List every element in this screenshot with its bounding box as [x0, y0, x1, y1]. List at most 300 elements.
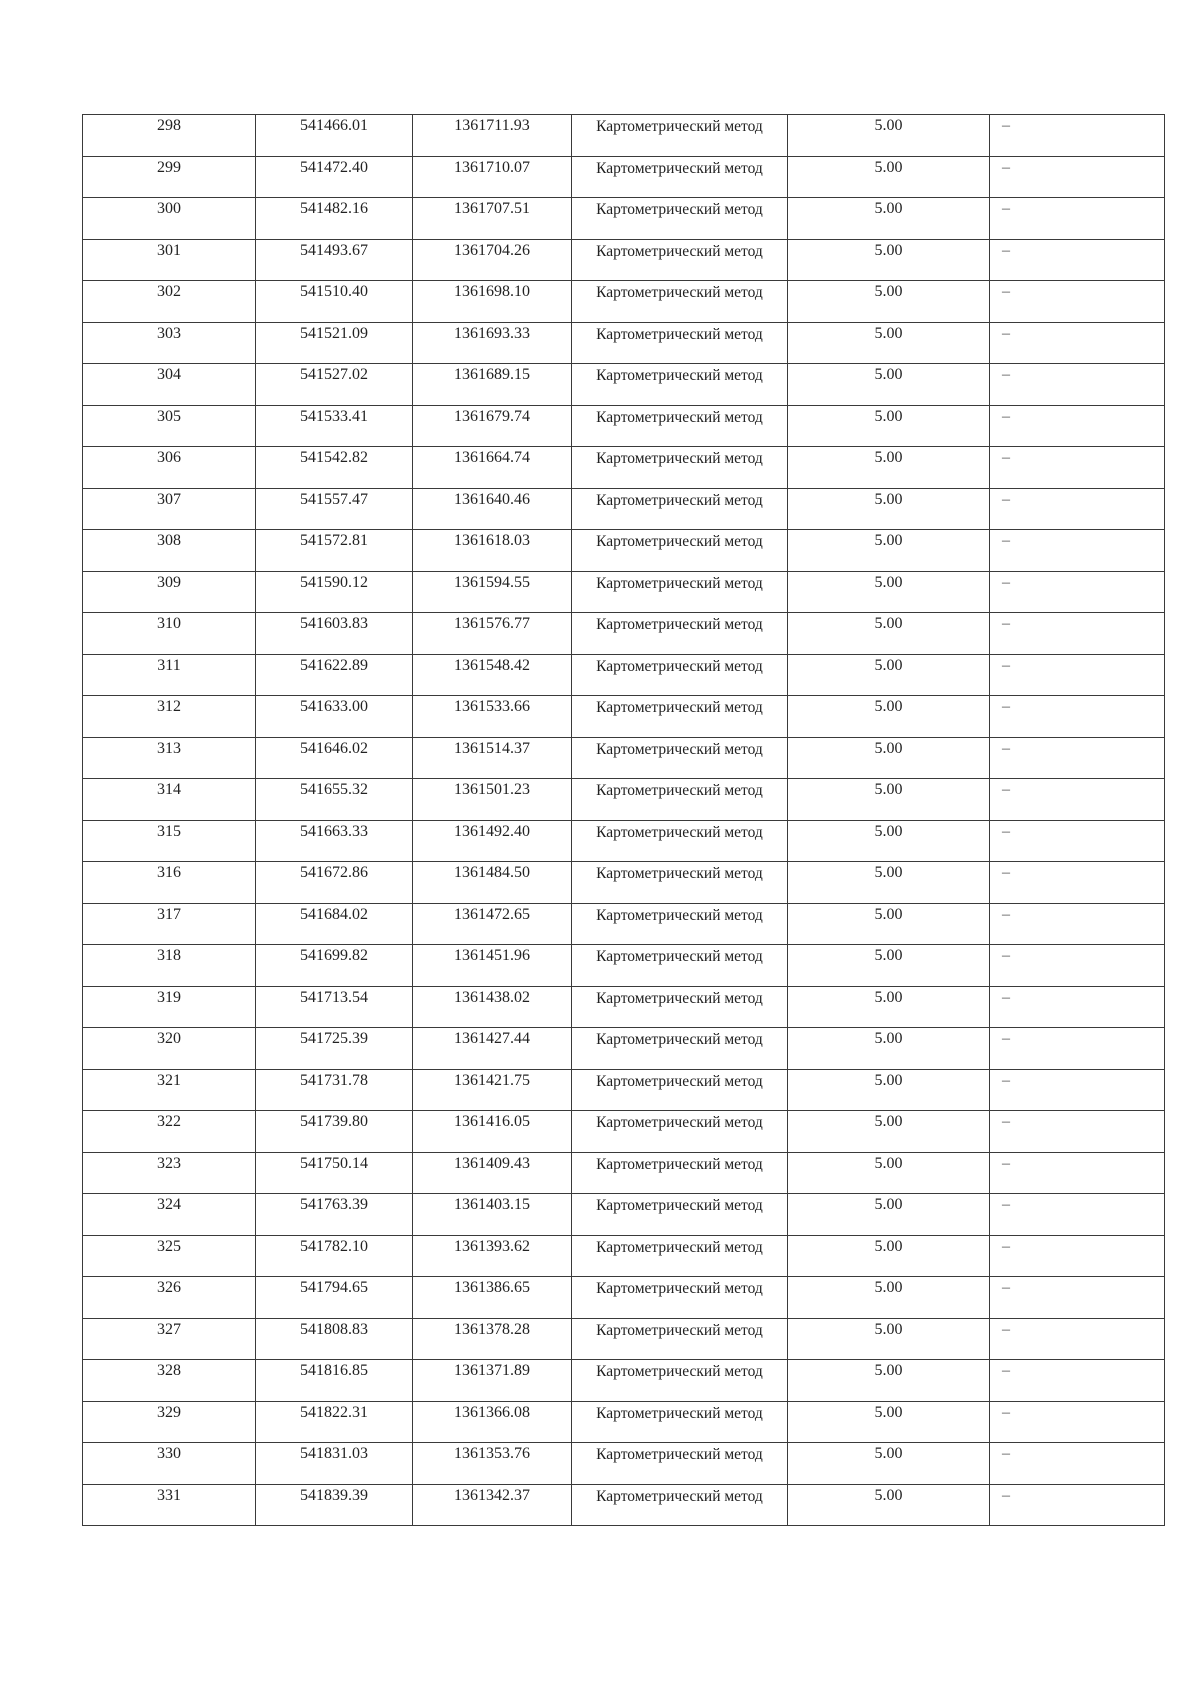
note-cell-text: –	[1002, 947, 1010, 964]
note-cell	[990, 364, 1165, 406]
method-cell	[572, 820, 788, 862]
method-cell	[572, 779, 788, 821]
point-number-cell	[83, 488, 256, 530]
note-cell	[990, 613, 1165, 655]
method-cell	[572, 1111, 788, 1153]
x-coordinate-cell-text: 541672.86	[300, 864, 368, 881]
table-row	[83, 322, 1165, 364]
accuracy-cell	[788, 1152, 990, 1194]
x-coordinate-cell-text: 541699.82	[300, 947, 368, 964]
y-coordinate-cell-text: 1361640.46	[454, 490, 530, 508]
x-coordinate-cell-text: 541493.67	[300, 241, 368, 259]
point-number-cell	[83, 613, 256, 655]
accuracy-cell-text: 5.00	[874, 947, 903, 964]
method-cell	[572, 654, 788, 696]
y-coordinate-cell	[413, 1484, 572, 1526]
method-cell-text: Картометрический метод	[596, 1155, 763, 1173]
accuracy-cell	[788, 281, 990, 323]
coordinates-table-body	[83, 115, 1165, 1526]
x-coordinate-cell	[256, 945, 413, 987]
table-row	[83, 1152, 1165, 1194]
point-number-cell	[83, 1318, 256, 1360]
x-coordinate-cell-text: 541782.10	[300, 1237, 368, 1255]
method-cell	[572, 1235, 788, 1277]
method-cell-text: Картометрический метод	[596, 1114, 763, 1131]
y-coordinate-cell-text: 1361710.07	[454, 158, 530, 176]
x-coordinate-cell-text: 541731.78	[300, 1071, 368, 1089]
method-cell-text: Картометрический метод	[596, 574, 763, 592]
method-cell-text: Картометрический метод	[596, 242, 763, 260]
table-row	[83, 1443, 1165, 1485]
x-coordinate-cell	[256, 654, 413, 696]
note-cell-text: –	[1002, 117, 1010, 134]
method-cell-text: Картометрический метод	[596, 450, 763, 467]
x-coordinate-cell-text: 541684.02	[300, 905, 368, 923]
y-coordinate-cell	[413, 447, 572, 489]
x-coordinate-cell-text: 541816.85	[300, 1362, 368, 1379]
y-coordinate-cell-text: 1361416.05	[454, 1113, 530, 1130]
accuracy-cell	[788, 820, 990, 862]
accuracy-cell-text: 5.00	[874, 490, 903, 508]
note-cell-text: –	[1002, 1362, 1010, 1379]
accuracy-cell-text: 5.00	[874, 739, 903, 757]
point-number-cell	[83, 1277, 256, 1319]
note-cell-text: –	[1002, 1154, 1010, 1172]
y-coordinate-cell	[413, 322, 572, 364]
table-row	[83, 862, 1165, 904]
point-number-cell	[83, 1152, 256, 1194]
accuracy-cell-text: 5.00	[874, 781, 903, 798]
y-coordinate-cell	[413, 1152, 572, 1194]
point-number-cell	[83, 1401, 256, 1443]
point-number-cell	[83, 654, 256, 696]
y-coordinate-cell-text: 1361704.26	[454, 241, 530, 259]
x-coordinate-cell-text: 541739.80	[300, 1113, 368, 1130]
note-cell-text: –	[1002, 615, 1010, 632]
y-coordinate-cell-text: 1361689.15	[454, 366, 530, 383]
point-number-cell-text: 309	[157, 573, 181, 591]
point-number-cell-text: 327	[157, 1320, 181, 1338]
note-cell	[990, 198, 1165, 240]
method-cell-text: Картометрический метод	[596, 657, 763, 675]
accuracy-cell-text: 5.00	[874, 117, 903, 134]
point-number-cell	[83, 945, 256, 987]
point-number-cell	[83, 779, 256, 821]
method-cell	[572, 488, 788, 530]
method-cell-text: Картометрический метод	[596, 1363, 763, 1380]
point-number-cell	[83, 1360, 256, 1402]
note-cell	[990, 1111, 1165, 1153]
method-cell-text: Картометрический метод	[596, 1487, 763, 1505]
point-number-cell-text: 305	[157, 407, 181, 425]
x-coordinate-cell-text: 541472.40	[300, 158, 368, 176]
note-cell	[990, 405, 1165, 447]
table-row	[83, 156, 1165, 198]
point-number-cell-text: 301	[157, 241, 181, 259]
point-number-cell-text: 304	[157, 366, 181, 383]
note-cell	[990, 1401, 1165, 1443]
note-cell	[990, 1277, 1165, 1319]
method-cell	[572, 322, 788, 364]
accuracy-cell	[788, 903, 990, 945]
method-cell-text: Картометрический метод	[596, 1446, 763, 1463]
accuracy-cell-text: 5.00	[874, 1486, 903, 1504]
y-coordinate-cell-text: 1361366.08	[454, 1403, 530, 1421]
note-cell-text: –	[1002, 1237, 1010, 1255]
point-number-cell	[83, 156, 256, 198]
x-coordinate-cell-text: 541622.89	[300, 656, 368, 674]
point-number-cell	[83, 1443, 256, 1485]
y-coordinate-cell	[413, 779, 572, 821]
table-row	[83, 903, 1165, 945]
y-coordinate-cell	[413, 156, 572, 198]
x-coordinate-cell	[256, 1194, 413, 1236]
table-row	[83, 1401, 1165, 1443]
method-cell	[572, 1484, 788, 1526]
accuracy-cell-text: 5.00	[874, 1237, 903, 1255]
y-coordinate-cell	[413, 239, 572, 281]
accuracy-cell-text: 5.00	[874, 200, 903, 217]
table-row	[83, 737, 1165, 779]
point-number-cell	[83, 198, 256, 240]
y-coordinate-cell-text: 1361548.42	[454, 656, 530, 674]
y-coordinate-cell-text: 1361378.28	[454, 1320, 530, 1338]
x-coordinate-cell	[256, 903, 413, 945]
x-coordinate-cell-text: 541557.47	[300, 490, 368, 508]
method-cell-text: Картометрический метод	[596, 201, 763, 218]
accuracy-cell-text: 5.00	[874, 1113, 903, 1130]
accuracy-cell	[788, 488, 990, 530]
point-number-cell	[83, 281, 256, 323]
method-cell-text: Картометрический метод	[596, 740, 763, 758]
point-number-cell	[83, 364, 256, 406]
point-number-cell-text: 303	[157, 324, 181, 342]
x-coordinate-cell	[256, 1484, 413, 1526]
y-coordinate-cell	[413, 530, 572, 572]
point-number-cell-text: 330	[157, 1445, 181, 1462]
x-coordinate-cell-text: 541572.81	[300, 532, 368, 549]
method-cell	[572, 364, 788, 406]
accuracy-cell-text: 5.00	[874, 656, 903, 674]
point-number-cell	[83, 571, 256, 613]
y-coordinate-cell-text: 1361451.96	[454, 947, 530, 964]
accuracy-cell-text: 5.00	[874, 324, 903, 342]
method-cell-text: Картометрический метод	[596, 1031, 763, 1048]
note-cell-text: –	[1002, 449, 1010, 466]
accuracy-cell-text: 5.00	[874, 615, 903, 632]
note-cell	[990, 654, 1165, 696]
method-cell-text: Картометрический метод	[596, 159, 763, 177]
y-coordinate-cell-text: 1361386.65	[454, 1279, 530, 1296]
note-cell	[990, 1443, 1165, 1485]
method-cell	[572, 1401, 788, 1443]
table-row	[83, 571, 1165, 613]
note-cell-text: –	[1002, 988, 1010, 1006]
method-cell-text: Картометрический метод	[596, 533, 763, 550]
accuracy-cell	[788, 115, 990, 157]
point-number-cell-text: 312	[157, 698, 181, 715]
table-row	[83, 530, 1165, 572]
point-number-cell-text: 324	[157, 1196, 181, 1213]
method-cell	[572, 239, 788, 281]
method-cell-text: Картометрический метод	[596, 1072, 763, 1090]
point-number-cell-text: 314	[157, 781, 181, 798]
x-coordinate-cell	[256, 1401, 413, 1443]
table-row	[83, 1069, 1165, 1111]
point-number-cell	[83, 1028, 256, 1070]
accuracy-cell	[788, 1484, 990, 1526]
x-coordinate-cell	[256, 1318, 413, 1360]
point-number-cell-text: 323	[157, 1154, 181, 1172]
accuracy-cell	[788, 322, 990, 364]
y-coordinate-cell-text: 1361618.03	[454, 532, 530, 549]
note-cell-text: –	[1002, 1403, 1010, 1421]
accuracy-cell	[788, 696, 990, 738]
y-coordinate-cell-text: 1361438.02	[454, 988, 530, 1006]
y-coordinate-cell	[413, 281, 572, 323]
note-cell-text: –	[1002, 573, 1010, 591]
table-row	[83, 779, 1165, 821]
point-number-cell-text: 310	[157, 615, 181, 632]
accuracy-cell	[788, 862, 990, 904]
method-cell	[572, 1318, 788, 1360]
accuracy-cell	[788, 1235, 990, 1277]
accuracy-cell	[788, 613, 990, 655]
x-coordinate-cell	[256, 1152, 413, 1194]
x-coordinate-cell-text: 541633.00	[300, 698, 368, 715]
x-coordinate-cell	[256, 530, 413, 572]
point-number-cell	[83, 115, 256, 157]
note-cell-text: –	[1002, 407, 1010, 425]
x-coordinate-cell	[256, 198, 413, 240]
method-cell	[572, 986, 788, 1028]
method-cell-text: Картометрический метод	[596, 699, 763, 716]
y-coordinate-cell	[413, 1443, 572, 1485]
y-coordinate-cell	[413, 903, 572, 945]
accuracy-cell	[788, 530, 990, 572]
note-cell	[990, 986, 1165, 1028]
x-coordinate-cell	[256, 1028, 413, 1070]
method-cell	[572, 530, 788, 572]
accuracy-cell-text: 5.00	[874, 532, 903, 549]
point-number-cell-text: 311	[157, 656, 181, 674]
accuracy-cell	[788, 156, 990, 198]
x-coordinate-cell	[256, 1443, 413, 1485]
note-cell-text: –	[1002, 200, 1010, 217]
accuracy-cell	[788, 779, 990, 821]
accuracy-cell-text: 5.00	[874, 1362, 903, 1379]
x-coordinate-cell	[256, 1111, 413, 1153]
method-cell-text: Картометрический метод	[596, 1280, 763, 1297]
note-cell	[990, 779, 1165, 821]
method-cell-text: Картометрический метод	[596, 325, 763, 343]
point-number-cell	[83, 447, 256, 489]
method-cell	[572, 737, 788, 779]
accuracy-cell	[788, 1401, 990, 1443]
method-cell	[572, 405, 788, 447]
note-cell	[990, 115, 1165, 157]
table-row	[83, 488, 1165, 530]
x-coordinate-cell	[256, 1235, 413, 1277]
note-cell-text: –	[1002, 1279, 1010, 1296]
method-cell-text: Картометрический метод	[596, 865, 763, 882]
x-coordinate-cell-text: 541590.12	[300, 573, 368, 591]
accuracy-cell-text: 5.00	[874, 864, 903, 881]
note-cell-text: –	[1002, 158, 1010, 176]
note-cell	[990, 1028, 1165, 1070]
note-cell	[990, 820, 1165, 862]
accuracy-cell	[788, 1111, 990, 1153]
x-coordinate-cell	[256, 613, 413, 655]
point-number-cell-text: 313	[157, 739, 181, 757]
x-coordinate-cell	[256, 779, 413, 821]
point-number-cell	[83, 1484, 256, 1526]
note-cell	[990, 322, 1165, 364]
method-cell	[572, 1277, 788, 1319]
y-coordinate-cell-text: 1361353.76	[454, 1445, 530, 1462]
note-cell-text: –	[1002, 739, 1010, 757]
method-cell-text: Картометрический метод	[596, 367, 763, 384]
note-cell-text: –	[1002, 781, 1010, 798]
y-coordinate-cell	[413, 405, 572, 447]
accuracy-cell-text: 5.00	[874, 1403, 903, 1421]
table-row	[83, 1194, 1165, 1236]
y-coordinate-cell-text: 1361664.74	[454, 449, 530, 466]
point-number-cell-text: 302	[157, 283, 181, 300]
point-number-cell	[83, 1111, 256, 1153]
method-cell	[572, 1360, 788, 1402]
table-row	[83, 198, 1165, 240]
table-row	[83, 364, 1165, 406]
y-coordinate-cell-text: 1361501.23	[454, 781, 530, 798]
point-number-cell-text: 298	[157, 117, 181, 134]
method-cell-text: Картометрический метод	[596, 989, 763, 1007]
accuracy-cell-text: 5.00	[874, 283, 903, 300]
table-row	[83, 1484, 1165, 1526]
method-cell	[572, 1152, 788, 1194]
accuracy-cell-text: 5.00	[874, 988, 903, 1006]
table-row	[83, 239, 1165, 281]
y-coordinate-cell	[413, 945, 572, 987]
point-number-cell	[83, 530, 256, 572]
accuracy-cell-text: 5.00	[874, 905, 903, 923]
accuracy-cell-text: 5.00	[874, 698, 903, 715]
accuracy-cell-text: 5.00	[874, 1071, 903, 1089]
point-number-cell-text: 315	[157, 822, 181, 840]
method-cell-text: Картометрический метод	[596, 823, 763, 841]
note-cell-text: –	[1002, 532, 1010, 549]
note-cell-text: –	[1002, 283, 1010, 300]
y-coordinate-cell	[413, 613, 572, 655]
point-number-cell-text: 331	[157, 1486, 181, 1504]
accuracy-cell-text: 5.00	[874, 822, 903, 840]
x-coordinate-cell	[256, 820, 413, 862]
x-coordinate-cell-text: 541725.39	[300, 1030, 368, 1047]
accuracy-cell	[788, 654, 990, 696]
point-number-cell	[83, 862, 256, 904]
note-cell-text: –	[1002, 1196, 1010, 1213]
point-number-cell	[83, 405, 256, 447]
table-row	[83, 945, 1165, 987]
x-coordinate-cell-text: 541763.39	[300, 1196, 368, 1213]
table-row	[83, 1318, 1165, 1360]
y-coordinate-cell	[413, 198, 572, 240]
accuracy-cell-text: 5.00	[874, 573, 903, 591]
method-cell	[572, 903, 788, 945]
method-cell-text: Картометрический метод	[596, 1197, 763, 1214]
y-coordinate-cell	[413, 1194, 572, 1236]
table-row	[83, 1111, 1165, 1153]
accuracy-cell	[788, 1028, 990, 1070]
y-coordinate-cell	[413, 1401, 572, 1443]
table-row	[83, 1360, 1165, 1402]
method-cell	[572, 862, 788, 904]
point-number-cell-text: 326	[157, 1279, 181, 1296]
y-coordinate-cell	[413, 737, 572, 779]
note-cell	[990, 1069, 1165, 1111]
method-cell-text: Картометрический метод	[596, 408, 763, 426]
note-cell-text: –	[1002, 698, 1010, 715]
point-number-cell-text: 316	[157, 864, 181, 881]
y-coordinate-cell-text: 1361514.37	[454, 739, 530, 757]
table-row	[83, 613, 1165, 655]
accuracy-cell	[788, 198, 990, 240]
y-coordinate-cell-text: 1361342.37	[454, 1486, 530, 1504]
x-coordinate-cell-text: 541750.14	[300, 1154, 368, 1172]
point-number-cell-text: 317	[157, 905, 181, 923]
accuracy-cell	[788, 737, 990, 779]
y-coordinate-cell-text: 1361409.43	[454, 1154, 530, 1172]
method-cell	[572, 696, 788, 738]
y-coordinate-cell	[413, 986, 572, 1028]
table-row	[83, 1028, 1165, 1070]
note-cell	[990, 903, 1165, 945]
note-cell	[990, 156, 1165, 198]
x-coordinate-cell	[256, 737, 413, 779]
point-number-cell-text: 307	[157, 490, 181, 508]
x-coordinate-cell-text: 541663.33	[300, 822, 368, 840]
accuracy-cell-text: 5.00	[874, 1445, 903, 1462]
accuracy-cell	[788, 571, 990, 613]
x-coordinate-cell-text: 541839.39	[300, 1486, 368, 1504]
accuracy-cell-text: 5.00	[874, 1320, 903, 1338]
point-number-cell-text: 308	[157, 532, 181, 549]
point-number-cell-text: 329	[157, 1403, 181, 1421]
y-coordinate-cell-text: 1361472.65	[454, 905, 530, 923]
x-coordinate-cell	[256, 239, 413, 281]
y-coordinate-cell	[413, 862, 572, 904]
note-cell-text: –	[1002, 1445, 1010, 1462]
coordinates-table	[82, 114, 1165, 1526]
table-row	[83, 447, 1165, 489]
x-coordinate-cell-text: 541466.01	[300, 117, 368, 134]
x-coordinate-cell-text: 541533.41	[300, 407, 368, 425]
y-coordinate-cell	[413, 1235, 572, 1277]
method-cell	[572, 198, 788, 240]
point-number-cell	[83, 737, 256, 779]
note-cell	[990, 488, 1165, 530]
method-cell-text: Картометрический метод	[596, 491, 763, 509]
x-coordinate-cell-text: 541510.40	[300, 283, 368, 300]
table-row	[83, 1277, 1165, 1319]
y-coordinate-cell-text: 1361371.89	[454, 1362, 530, 1379]
point-number-cell-text: 306	[157, 449, 181, 466]
method-cell	[572, 447, 788, 489]
accuracy-cell	[788, 1443, 990, 1485]
note-cell	[990, 447, 1165, 489]
y-coordinate-cell	[413, 1111, 572, 1153]
x-coordinate-cell	[256, 156, 413, 198]
